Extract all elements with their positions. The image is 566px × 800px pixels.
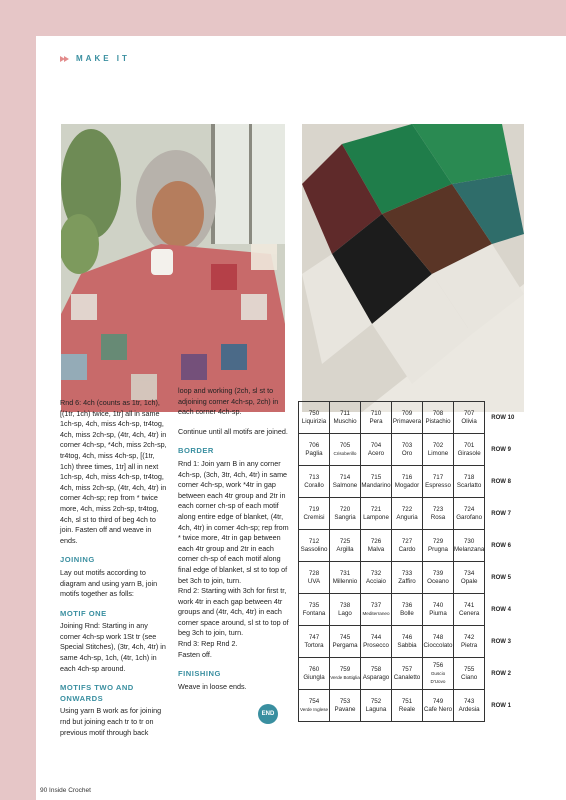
cell-number: 746: [401, 633, 413, 641]
photo-woman-with-blanket: [61, 124, 285, 412]
cell-number: 724: [463, 505, 475, 513]
chart-row: [299, 626, 528, 658]
chart-cell: [330, 690, 361, 722]
chart-cell: [423, 658, 454, 690]
chart-cell: [423, 498, 454, 530]
chart-cell: [392, 594, 423, 626]
cell-number: 730: [463, 537, 475, 545]
instructions-column-1: [60, 398, 168, 747]
chart-cell: [299, 626, 330, 658]
cell-colour-name: Muschio: [333, 417, 357, 425]
cell-number: 731: [339, 569, 351, 577]
chart-row: [299, 658, 528, 690]
finishing-paragraph: Weave in loose ends.: [178, 681, 247, 691]
cell-number: 752: [370, 697, 382, 705]
chart-cell: [361, 530, 392, 562]
chart-cell: [330, 466, 361, 498]
chart-cell: [392, 658, 423, 690]
cell-colour-name: Primavera: [392, 417, 422, 425]
cell-colour-name: Tortora: [304, 641, 324, 649]
cell-colour-name: Olivia: [461, 417, 477, 425]
cell-colour-name: Piuma: [429, 609, 447, 617]
chart-cell: [330, 562, 361, 594]
cell-colour-name: Millennio: [332, 577, 358, 585]
cell-colour-name: Liquirizia: [301, 417, 327, 425]
cell-number: 738: [339, 601, 351, 609]
cell-colour-name: Pavane: [334, 705, 356, 713]
joining-paragraph: Lay out motifs according to diagram and using yarn B, join motifs together as folls:: [60, 567, 158, 599]
cell-colour-name: Anguria: [396, 513, 418, 521]
row-label: ROW 10: [491, 414, 515, 421]
cell-colour-name: Cioccolato: [423, 641, 453, 649]
double-arrow-icon: [60, 56, 70, 62]
cell-number: 756: [432, 661, 444, 669]
cell-colour-name: Opale: [460, 577, 478, 585]
cell-number: 753: [339, 697, 351, 705]
cell-colour-name: Pietra: [461, 641, 478, 649]
motifs-two-heading: MOTIFS TWO AND ONWARDS: [60, 683, 134, 703]
chart-cell: [392, 402, 423, 434]
cell-colour-name: Sabbia: [397, 641, 417, 649]
cell-colour-name: Oceano: [427, 577, 449, 585]
cell-colour-name: Canaletto: [393, 673, 421, 681]
cell-number: 729: [432, 537, 444, 545]
cell-colour-name: Sangria: [334, 513, 356, 521]
section-heading: [60, 54, 130, 63]
cell-colour-name: Cremisi: [303, 513, 325, 521]
cell-number: 734: [463, 569, 475, 577]
cell-colour-name: Pistachio: [425, 417, 451, 425]
cell-colour-name: Salmone: [332, 481, 358, 489]
chart-row: [299, 498, 528, 530]
section-title: MAKE IT: [76, 54, 130, 63]
row-label: ROW 6: [491, 542, 511, 549]
cell-number: 702: [432, 441, 444, 449]
page-number: 90: [40, 787, 48, 794]
cell-number: 704: [370, 441, 382, 449]
chart-cell: [299, 562, 330, 594]
cell-number: 749: [432, 697, 444, 705]
chart-cell: [454, 402, 485, 434]
cell-colour-name: Mandarino: [361, 481, 391, 489]
cell-colour-name: Acero: [367, 449, 385, 457]
chart-cell: [392, 466, 423, 498]
cell-colour-name: Giungla: [303, 673, 325, 681]
chart-cell: [299, 690, 330, 722]
cell-number: 747: [308, 633, 320, 641]
cell-colour-name: Fontana: [302, 609, 326, 617]
cell-number: 733: [401, 569, 413, 577]
cell-number: 760: [308, 665, 320, 673]
chart-cell: [330, 498, 361, 530]
cell-colour-name: Melanzana: [454, 545, 485, 553]
cell-colour-name: Lampone: [363, 513, 389, 521]
cell-number: 723: [432, 505, 444, 513]
chart-cell: [361, 562, 392, 594]
cell-colour-name: Paglia: [305, 449, 323, 457]
chart-cell: [454, 498, 485, 530]
chart-cell: [299, 594, 330, 626]
watermark: PassionForum.ru: [493, 786, 562, 796]
cell-number: 720: [339, 505, 351, 513]
rnd6-paragraph: Rnd 6: 4ch (counts as 1tr, 1ch), [(1tr, 1ch) twice, 1tr] all in same 1ch-sp, 4ch, miss 4ch-sp, tr4tog, 4ch, miss 2ch-sp, (4tr, 4ch, 4tr) in corner 4ch-sp, *4ch, miss 2ch-sp, tr4tog, 4ch, miss 4ch-sp, [(1tr, 1ch) three times, 1tr] all in next 1ch-sp, 4ch, miss 4ch-sp, tr4tog, 4ch, miss 2ch-sp, (4tr, 4ch, 4tr) in corner 4ch-sp; rep from * twice more, 4ch, miss 2ch-sp, tr4tog, 4ch, sl st to third of beg 4ch to join. Fasten off and weave in ends.: [60, 398, 167, 545]
chart-cell: [361, 594, 392, 626]
cell-number: 715: [370, 473, 382, 481]
cell-colour-name: Asparago: [362, 673, 390, 681]
cell-number: 748: [432, 633, 444, 641]
cell-number: 711: [340, 409, 350, 417]
cell-number: 759: [339, 665, 351, 673]
cell-number: 737: [370, 601, 382, 609]
cell-number: 732: [370, 569, 382, 577]
border-heading: BORDER: [178, 446, 214, 456]
chart-row: [299, 562, 528, 594]
cell-number: 754: [308, 697, 320, 705]
row-label: ROW 3: [491, 638, 511, 645]
chart-cell: [392, 562, 423, 594]
chart-cell: [454, 562, 485, 594]
cell-colour-name: Laguna: [365, 705, 387, 713]
chart-cell: [330, 402, 361, 434]
cell-colour-name: Cafe Nero: [423, 705, 453, 713]
chart-cell: [361, 402, 392, 434]
cell-colour-name: Sassolino: [300, 545, 328, 553]
cell-colour-name: Ciano: [461, 673, 478, 681]
cell-number: 736: [401, 601, 413, 609]
cell-number: 719: [308, 505, 320, 513]
cell-number: 750: [308, 409, 320, 417]
chart-row: [299, 594, 528, 626]
end-badge: END: [258, 704, 278, 724]
cell-number: 755: [463, 665, 475, 673]
chart-cell: [423, 466, 454, 498]
chart-cell: [423, 626, 454, 658]
cell-number: 701: [463, 441, 475, 449]
chart-cell: [299, 466, 330, 498]
chart-row: [299, 530, 528, 562]
row-label: ROW 2: [491, 670, 511, 677]
cell-colour-name: Prugna: [428, 545, 448, 553]
cell-colour-name: Limone: [427, 449, 449, 457]
chart-cell: [454, 658, 485, 690]
cell-number: 751: [401, 697, 413, 705]
chart-row: [299, 466, 528, 498]
cell-colour-name: Argilla: [336, 545, 354, 553]
cell-number: 717: [432, 473, 444, 481]
cell-number: 707: [463, 409, 475, 417]
cell-number: 718: [463, 473, 475, 481]
cell-number: 744: [370, 633, 382, 641]
chart-cell: [330, 434, 361, 466]
joining-heading: JOINING: [60, 555, 95, 565]
page-footer: [40, 787, 91, 794]
cell-colour-name: Oro: [401, 449, 413, 457]
border-paragraph: Rnd 1: Join yarn B in any corner 4ch-sp, (3ch, 3tr, 4ch, 4tr) in same corner 4ch-sp, work *4tr in gap between each 4tr group and 2tr in each corner ch-sp of each motif along entire edge of blanket, (4tr, 4ch, 4tr) in corner 4ch-sp; rep from * twice more, 4tr in gap between each 4tr group and 2tr in each corner ch-sp of each motif along final edge of blanket, sl st to top of bet 3ch to join, turn. Rnd 2: Starting with 3ch for first tr, work 4tr in each gap between 4tr groups and (4tr, 4ch, 4tr) in each corner space around, sl st to top of beg 3ch to join, turn. Rnd 3: Rep Rnd 2. Fasten off.: [178, 458, 289, 659]
cell-colour-name: Malva: [367, 545, 385, 553]
chart-cell: [299, 658, 330, 690]
row-label: ROW 7: [491, 510, 511, 517]
cell-number: 725: [339, 537, 351, 545]
chart-cell: [361, 658, 392, 690]
cell-colour-name: Garofano: [456, 513, 483, 521]
cell-number: 709: [401, 409, 413, 417]
chart-cell: [299, 498, 330, 530]
cell-number: 757: [401, 665, 413, 673]
chart-cell: [361, 690, 392, 722]
chart-cell: [392, 530, 423, 562]
cell-number: 721: [370, 505, 382, 513]
cell-number: 743: [463, 697, 475, 705]
finishing-heading: FINISHING: [178, 669, 221, 679]
row-label: ROW 1: [491, 702, 511, 709]
cell-number: 741: [463, 601, 475, 609]
chart-cell: [361, 434, 392, 466]
chart-cell: [330, 658, 361, 690]
cell-colour-name: Prosecco: [363, 641, 389, 649]
cell-colour-name: Scarlatto: [456, 481, 482, 489]
cell-number: 713: [308, 473, 320, 481]
cell-number: 705: [339, 441, 351, 449]
chart-cell: [454, 530, 485, 562]
chart-cell: [392, 690, 423, 722]
chart-cell: [454, 466, 485, 498]
chart-cell: [423, 562, 454, 594]
cell-number: 716: [401, 473, 413, 481]
cell-colour-name: Lago: [338, 609, 352, 617]
cell-number: 735: [308, 601, 320, 609]
chart-row: [299, 690, 528, 722]
chart-cell: [454, 594, 485, 626]
cell-number: 712: [308, 537, 320, 545]
chart-cell: [392, 434, 423, 466]
photo-blanket-closeup: [302, 124, 524, 412]
chart-cell: [423, 690, 454, 722]
cell-colour-name: Cardo: [398, 545, 416, 553]
row-label: ROW 4: [491, 606, 511, 613]
instructions-column-2: [178, 386, 290, 701]
row-label: ROW 8: [491, 478, 511, 485]
publication-name: Inside Crochet: [49, 787, 91, 794]
chart-cell: [423, 594, 454, 626]
joining-rnd-paragraph: Joining Rnd: Starting in any corner 4ch-sp work 1St tr (see Special Stitches), (3tr, 4ch, 4tr) in same 4ch-sp, 1ch, (4tr, 1ch) in each 4ch-sp around.: [60, 621, 166, 673]
cell-number: 708: [432, 409, 444, 417]
cell-number: 745: [339, 633, 351, 641]
chart-cell: [299, 434, 330, 466]
cell-colour-name: Rosa: [430, 513, 446, 521]
cell-colour-name: Ardesia: [458, 705, 480, 713]
chart-row: [299, 402, 528, 434]
chart-cell: [454, 626, 485, 658]
chart-cell: [330, 530, 361, 562]
cell-colour-name: Mediterraneo: [362, 610, 390, 616]
cell-colour-name: Acciaio: [366, 577, 386, 585]
chart-cell: [423, 402, 454, 434]
row-label: ROW 9: [491, 446, 511, 453]
cell-number: 742: [463, 633, 475, 641]
chart-cell: [392, 626, 423, 658]
chart-cell: [361, 466, 392, 498]
cell-colour-name: Crisoberillo: [333, 450, 357, 456]
cell-colour-name: Pera: [369, 417, 383, 425]
cell-colour-name: Guscio D'Uovo: [430, 670, 446, 684]
cell-colour-name: Corallo: [304, 481, 324, 489]
cell-colour-name: Verde Inglese: [299, 706, 329, 712]
chart-cell: [299, 530, 330, 562]
cell-colour-name: Bolle: [400, 609, 414, 617]
cell-number: 714: [339, 473, 351, 481]
motif-one-heading: MOTIF ONE: [60, 608, 107, 618]
colour-layout-chart: [298, 401, 528, 722]
cell-colour-name: Reale: [398, 705, 416, 713]
chart-cell: [392, 498, 423, 530]
cell-colour-name: UVA: [307, 577, 321, 585]
cell-number: 728: [308, 569, 320, 577]
motifs-two-paragraph: Using yarn B work as for joining rnd but joining each tr to tr on previous motif through back: [60, 706, 162, 737]
cell-colour-name: Espresso: [425, 481, 451, 489]
cell-colour-name: Pergama: [332, 641, 358, 649]
cell-number: 706: [308, 441, 320, 449]
magazine-page: [36, 36, 566, 800]
cell-number: 726: [370, 537, 382, 545]
row-label: ROW 5: [491, 574, 511, 581]
chart-cell: [423, 530, 454, 562]
chart-cell: [423, 434, 454, 466]
cell-colour-name: Mogador: [394, 481, 420, 489]
chart-cell: [299, 402, 330, 434]
cell-colour-name: Zaffiro: [398, 577, 416, 585]
chart-cell: [454, 690, 485, 722]
cell-number: 727: [401, 537, 413, 545]
continued-paragraph: loop and working (2ch, sl st to adjoining corner 4ch-sp, 2ch) in each corner 4ch-sp.: [178, 386, 279, 417]
chart-cell: [361, 626, 392, 658]
cell-number: 739: [432, 569, 444, 577]
cell-number: 703: [401, 441, 413, 449]
chart-cell: [361, 498, 392, 530]
chart-cell: [454, 434, 485, 466]
cell-number: 740: [432, 601, 444, 609]
chart-cell: [330, 626, 361, 658]
cell-number: 722: [401, 505, 413, 513]
chart-cell: [330, 594, 361, 626]
cell-number: 758: [370, 665, 382, 673]
continue-paragraph: Continue until all motifs are joined.: [178, 426, 288, 436]
cell-number: 710: [370, 409, 382, 417]
cell-colour-name: Girasole: [457, 449, 481, 457]
cell-colour-name: Verde Bottiglia: [330, 674, 360, 680]
chart-row: [299, 434, 528, 466]
cell-colour-name: Cenera: [458, 609, 480, 617]
